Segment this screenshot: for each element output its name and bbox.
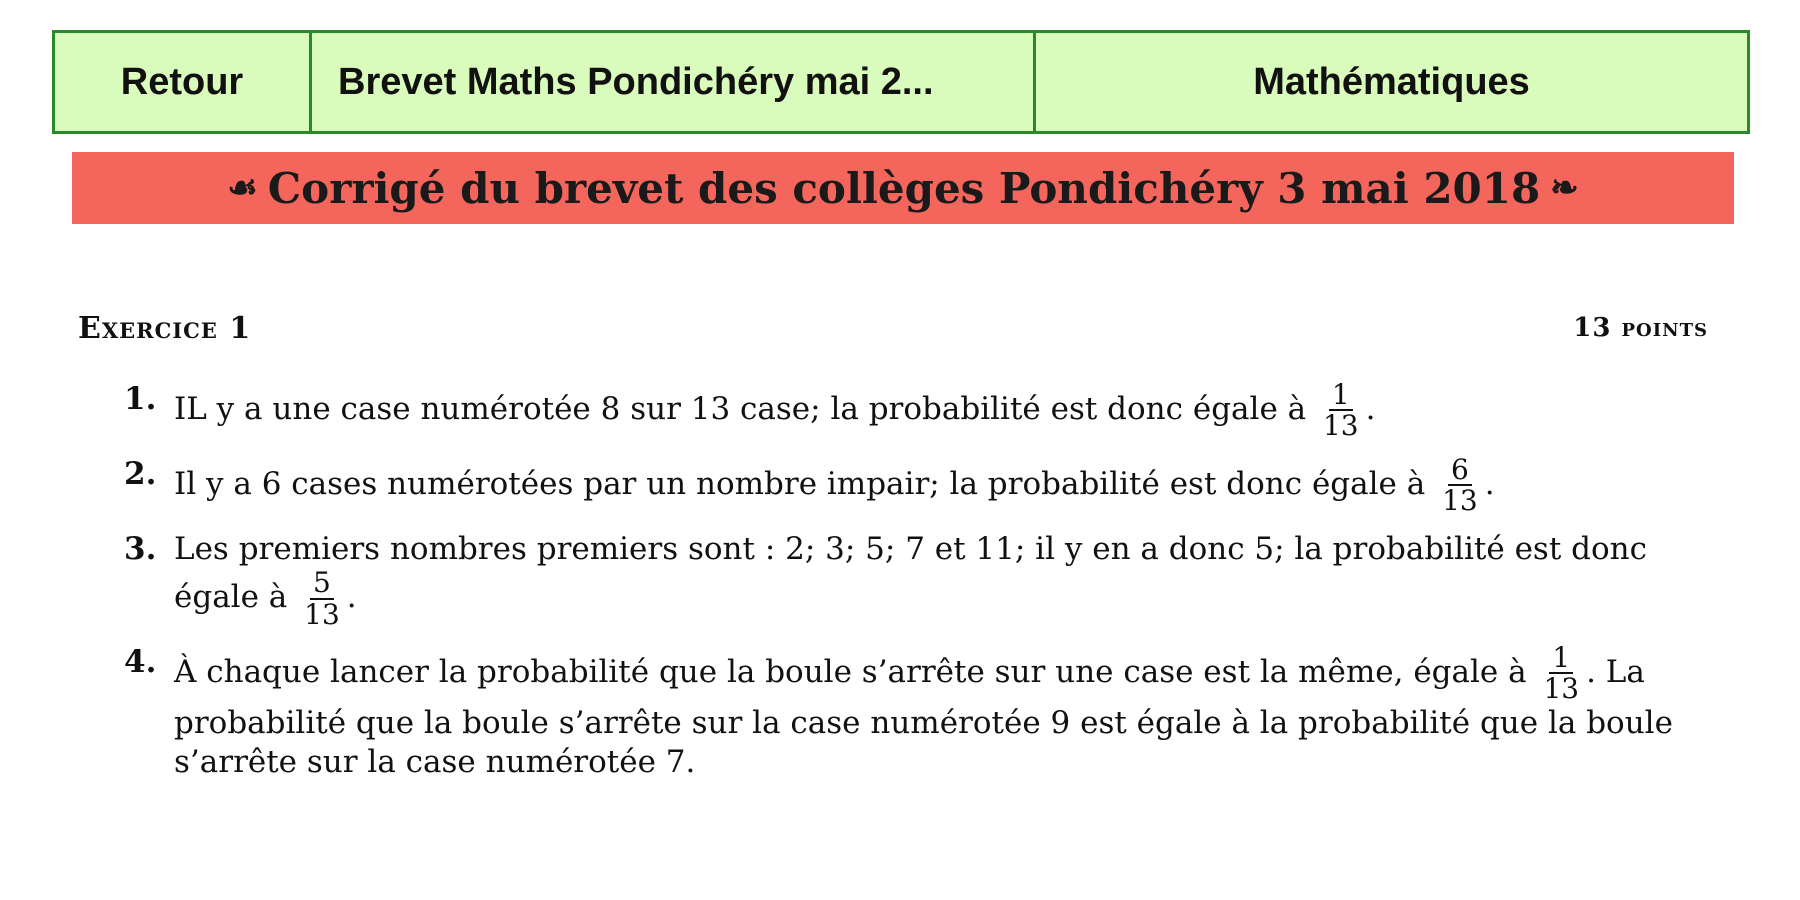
fraction bbox=[1439, 452, 1481, 518]
item-number: 4. bbox=[124, 644, 157, 681]
item-text: Les premiers nombres premiers sont : 2; 3; 5; 7 et 11; il y en a donc 5; la probabilité est donc égale à bbox=[174, 530, 1647, 616]
exercise-points: 13 points bbox=[1573, 313, 1708, 343]
item-text-after: . bbox=[1365, 390, 1376, 427]
fraction bbox=[301, 568, 343, 629]
fraction-numerator: 1 bbox=[1549, 643, 1573, 674]
top-nav bbox=[52, 30, 1750, 134]
list-item bbox=[124, 643, 1710, 781]
subject-button-label: Mathématiques bbox=[1253, 60, 1530, 103]
item-number: 1. bbox=[124, 381, 157, 417]
item-number: 2. bbox=[124, 455, 157, 492]
fraction-denominator: 13 bbox=[1322, 409, 1359, 443]
back-button-label: Retour bbox=[120, 60, 244, 103]
page-title: Corrigé du brevet des collèges Pondichéry 3 mai 2018 bbox=[267, 163, 1541, 213]
fraction bbox=[1320, 380, 1362, 441]
item-text-after: . bbox=[1484, 465, 1495, 502]
document-button-label: Brevet Maths Pondichéry mai 2... bbox=[338, 60, 934, 103]
list-item bbox=[124, 380, 1710, 441]
page-title-banner bbox=[72, 152, 1734, 224]
fraction-numerator: 6 bbox=[1448, 455, 1472, 486]
item-text-after: . La probabilité que la boule s’arrête sur la case numérotée 9 est égale à la probabilité que la boule s’arrête sur la case numérotée 7. bbox=[174, 653, 1673, 780]
fraction-denominator: 13 bbox=[1543, 672, 1580, 706]
document-button[interactable] bbox=[312, 30, 1036, 134]
fraction-numerator: 1 bbox=[1329, 380, 1353, 411]
subject-button[interactable] bbox=[1036, 30, 1750, 134]
fraction-denominator: 13 bbox=[304, 597, 340, 631]
exercise-content bbox=[124, 380, 1710, 865]
list-item bbox=[124, 452, 1710, 518]
ornament-left-icon: ☙ bbox=[227, 168, 258, 208]
exercise-title: Exercice 1 bbox=[78, 310, 252, 346]
fraction bbox=[1540, 643, 1582, 704]
item-text: À chaque lancer la probabilité que la boule s’arrête sur une case est la même, égale à bbox=[174, 653, 1537, 690]
exercise-header bbox=[78, 308, 1708, 348]
item-text: Il y a 6 cases numérotées par un nombre impair; la probabilité est donc égale à bbox=[174, 465, 1436, 502]
ornament-right-icon: ❧ bbox=[1550, 168, 1579, 208]
item-text: IL y a une case numérotée 8 sur 13 case; la probabilité est donc égale à bbox=[174, 390, 1316, 427]
back-button[interactable] bbox=[52, 30, 312, 134]
item-text-after: . bbox=[346, 579, 357, 616]
item-number: 3. bbox=[124, 530, 157, 567]
list-item bbox=[124, 530, 1710, 630]
fraction-denominator: 13 bbox=[1442, 484, 1478, 518]
fraction-numerator: 5 bbox=[310, 568, 334, 599]
